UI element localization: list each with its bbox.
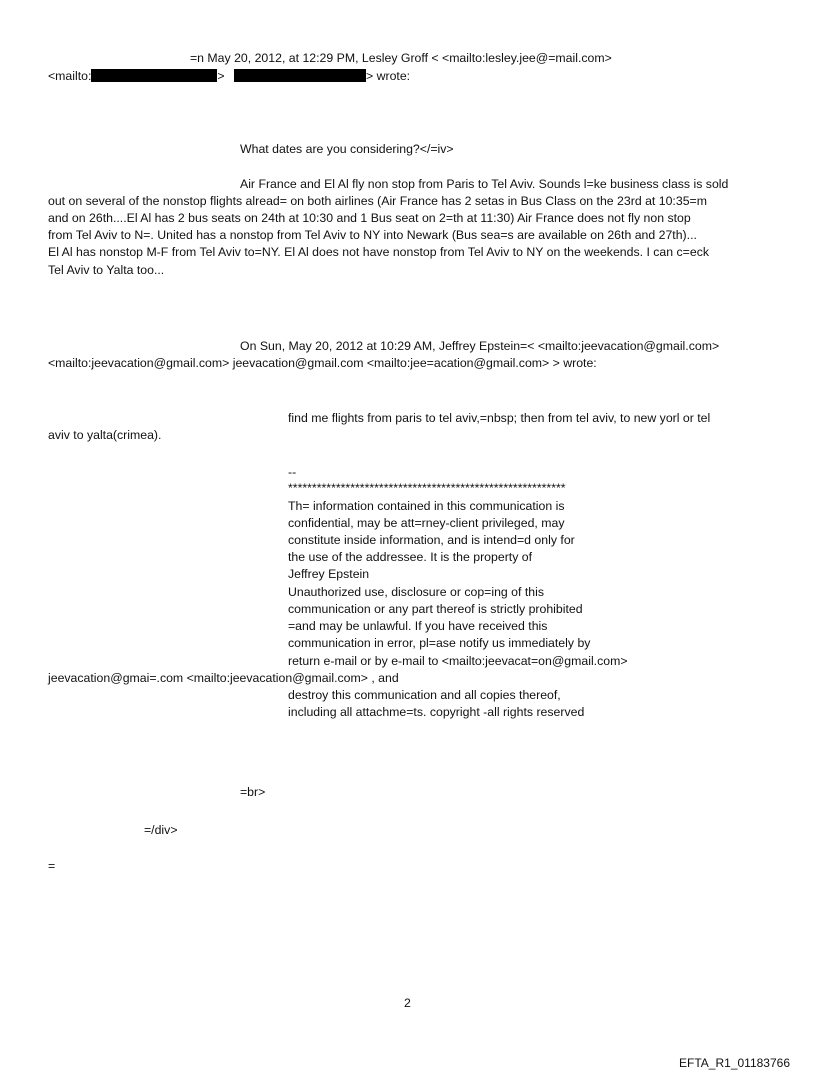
- disclaimer-line: Jeffrey Epstein: [288, 567, 370, 581]
- wrote-label: > wrote:: [366, 69, 411, 83]
- reply-paragraph-line: and on 26th....El Al has 2 bus seats on 24th at 10:30 and 1 Bus seat on 2=th at 11:30) Air France does not fly non stop: [48, 211, 691, 225]
- disclaimer-line: destroy this communication and all copies thereof,: [288, 688, 561, 702]
- reply-paragraph-line: out on several of the nonstop flights alread= on both airlines (Air France has 2 setas in Bus Class on the 23rd at 10:35=m: [48, 194, 707, 208]
- signature-stars: **********************************************************: [288, 481, 566, 495]
- reply-paragraph-line: Tel Aviv to Yalta too...: [48, 263, 165, 277]
- disclaimer-line: the use of the addressee. It is the property of: [288, 550, 533, 564]
- quoted-header-line: <mailto:jeevacation@gmail.com> jeevacation@gmail.com <mailto:jee=acation@gmail.com> > wrote:: [48, 356, 597, 370]
- mailto-label: <mailto:: [48, 69, 92, 83]
- email-header-mailto-line: [48, 68, 410, 85]
- redaction-block: [91, 69, 217, 82]
- quoted-request-line: aviv to yalta(crimea).: [48, 428, 162, 442]
- quoted-request-line: find me flights from paris to tel aviv,=nbsp; then from tel aviv, to new yorl or tel: [288, 411, 711, 425]
- disclaimer-line: constitute inside information, and is intend=d only for: [288, 533, 575, 547]
- document-id: EFTA_R1_01183766: [679, 1056, 790, 1070]
- disclaimer-line: Unauthorized use, disclosure or cop=ing of this: [288, 585, 544, 599]
- separator: >: [217, 69, 225, 83]
- signature-dashes: --: [288, 465, 297, 479]
- reply-paragraph-line: El Al has nonstop M-F from Tel Aviv to=NY. El Al does not have nonstop from Tel Aviv to NY on the weekends. I can c=eck: [48, 245, 709, 259]
- reply-paragraph-line: Air France and El Al fly non stop from Paris to Tel Aviv. Sounds l=ke business class is sold: [240, 177, 729, 191]
- email-header-line: =n May 20, 2012, at 12:29 PM, Lesley Groff < <mailto:lesley.jee@=mail.com>: [190, 51, 612, 65]
- disclaimer-line: return e-mail or by e-mail to <mailto:jeevacat=on@gmail.com>: [288, 654, 628, 668]
- page-number: 2: [404, 996, 411, 1010]
- disclaimer-line: confidential, may be att=rney-client privileged, may: [288, 516, 565, 530]
- quoted-header-line: On Sun, May 20, 2012 at 10:29 AM, Jeffrey Epstein=< <mailto:jeevacation@gmail.com>: [240, 339, 720, 353]
- trailing-equals: =: [48, 859, 56, 873]
- redaction-block: [234, 69, 366, 82]
- disclaimer-outdented-line: jeevacation@gmai=.com <mailto:jeevacation@gmail.com> , and: [48, 671, 399, 685]
- disclaimer-line: including all attachme=ts. copyright -all rights reserved: [288, 705, 585, 719]
- reply-question: What dates are you considering?</=iv>: [240, 142, 454, 156]
- reply-paragraph-line: from Tel Aviv to N=. United has a nonstop from Tel Aviv to NY into Newark (Bus sea=s are available on 26th and 27th)...: [48, 228, 697, 242]
- disclaimer-line: communication or any part thereof is strictly prohibited: [288, 602, 583, 616]
- trailing-br: =br>: [240, 785, 266, 799]
- disclaimer-line: =and may be unlawful. If you have received this: [288, 619, 548, 633]
- disclaimer-line: communication in error, pl=ase notify us immediately by: [288, 636, 591, 650]
- disclaimer-line: Th= information contained in this communication is: [288, 499, 565, 513]
- trailing-div: =/div>: [144, 823, 178, 837]
